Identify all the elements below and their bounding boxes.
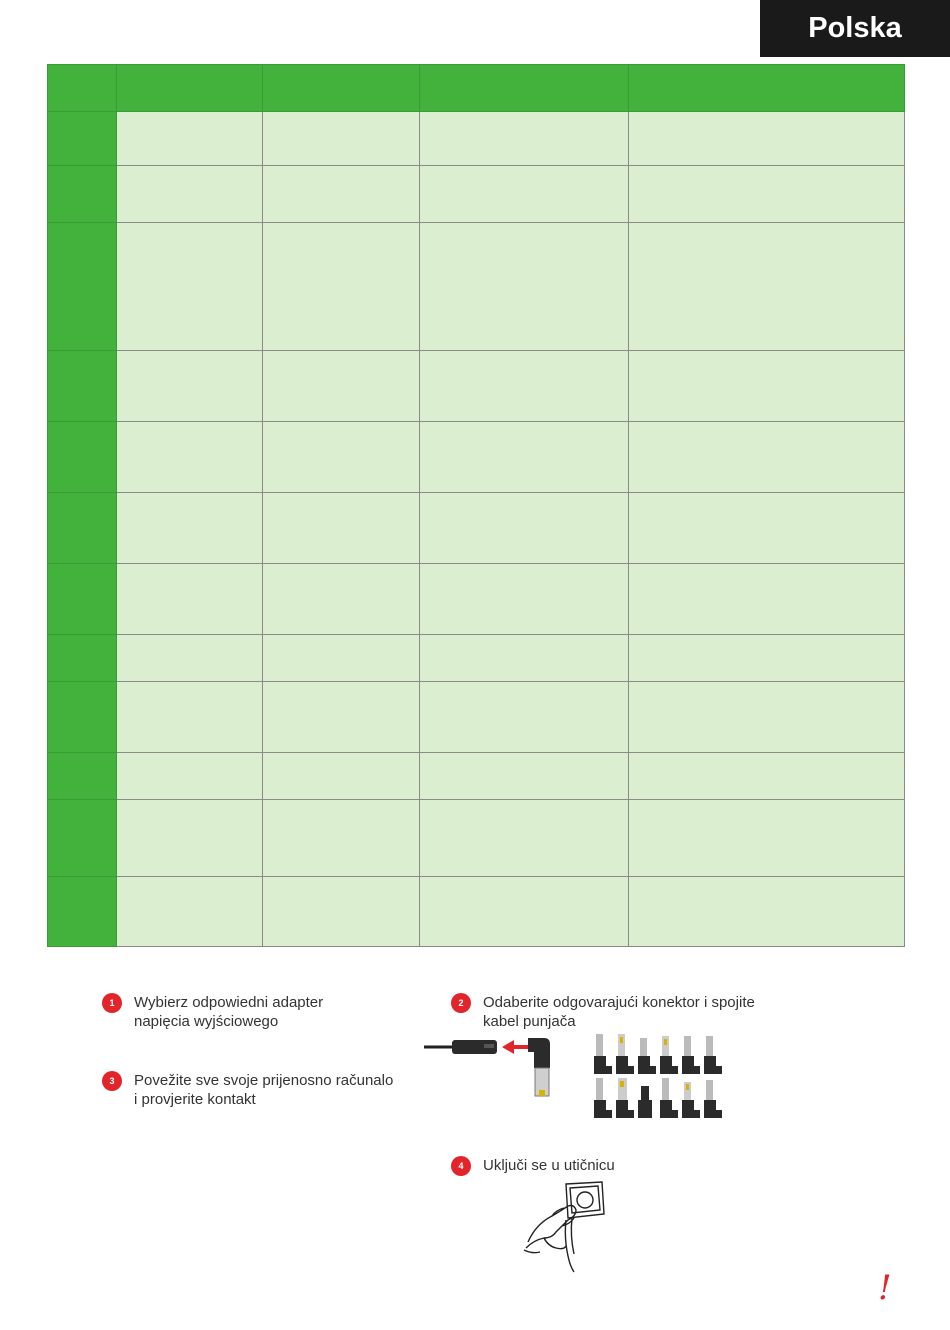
table-row (48, 753, 905, 800)
step-number-badge: 2 (451, 993, 471, 1013)
connector-tips-icon (590, 1032, 730, 1120)
table-cell (117, 223, 263, 351)
table-row (48, 223, 905, 351)
table-row (48, 635, 905, 682)
table-cell (263, 753, 420, 800)
table-cell (420, 493, 629, 564)
charger-cable-icon (424, 1030, 564, 1100)
table-cell (420, 753, 629, 800)
table-cell (117, 753, 263, 800)
table-cell (629, 635, 905, 682)
step-text: Wybierz odpowiedni adapter napięcia wyjściowego (134, 994, 324, 1030)
table-cell (420, 166, 629, 223)
table-cell (117, 800, 263, 877)
table-row (48, 800, 905, 877)
table-row (48, 564, 905, 635)
table-cell (420, 422, 629, 493)
table-cell (263, 166, 420, 223)
table-cell (629, 564, 905, 635)
table-row (48, 112, 905, 166)
header-cell (48, 65, 117, 112)
language-tab: Polska (760, 0, 950, 57)
header-cell (420, 65, 629, 112)
row-label-cell (48, 112, 117, 166)
table-cell (420, 351, 629, 422)
table-cell (420, 223, 629, 351)
row-label-cell (48, 635, 117, 682)
table-cell (117, 351, 263, 422)
row-label-cell (48, 223, 117, 351)
table-row (48, 422, 905, 493)
table-cell (629, 112, 905, 166)
table-cell (629, 422, 905, 493)
table-cell (420, 682, 629, 753)
table-row (48, 682, 905, 753)
table-cell (117, 682, 263, 753)
table-cell (629, 682, 905, 753)
table-cell (420, 877, 629, 947)
table-cell (420, 635, 629, 682)
table-cell (629, 351, 905, 422)
table-header-row (48, 65, 905, 112)
table-cell (629, 877, 905, 947)
table-cell (117, 564, 263, 635)
table-cell (629, 800, 905, 877)
step-3 (102, 1071, 393, 1109)
step-2 (451, 993, 755, 1031)
step-text: Odaberite odgovarajući konektor i spojite kabel punjača (483, 994, 755, 1030)
hand-plug-socket-icon (522, 1180, 612, 1275)
row-label-cell (48, 422, 117, 493)
table-cell (263, 635, 420, 682)
row-label-cell (48, 493, 117, 564)
table-cell (263, 682, 420, 753)
table-cell (117, 112, 263, 166)
header-cell (263, 65, 420, 112)
table-cell (263, 112, 420, 166)
step-number-badge: 3 (102, 1071, 122, 1091)
row-label-cell (48, 800, 117, 877)
row-label-cell (48, 166, 117, 223)
table-cell (629, 753, 905, 800)
table-row (48, 166, 905, 223)
table-row (48, 351, 905, 422)
step-text: Uključi se u utičnicu (483, 1157, 615, 1174)
table-row (48, 877, 905, 947)
table-cell (629, 493, 905, 564)
row-label-cell (48, 564, 117, 635)
table-cell (263, 493, 420, 564)
step-number-badge: 4 (451, 1156, 471, 1176)
step-text: Povežite sve svoje prijenosno računalo i provjerite kontakt (134, 1072, 394, 1108)
exclamation-icon: ! (878, 1268, 892, 1308)
table-cell (117, 166, 263, 223)
spec-table (47, 64, 905, 947)
table-cell (263, 877, 420, 947)
row-label-cell (48, 351, 117, 422)
table-cell (629, 223, 905, 351)
table-cell (263, 422, 420, 493)
table-cell (263, 223, 420, 351)
table-cell (420, 112, 629, 166)
row-label-cell (48, 877, 117, 947)
table-cell (117, 635, 263, 682)
step-4 (451, 1156, 615, 1176)
table-cell (117, 877, 263, 947)
table-cell (117, 493, 263, 564)
step-1 (102, 993, 323, 1031)
table-cell (629, 166, 905, 223)
table-row (48, 493, 905, 564)
header-cell (629, 65, 905, 112)
step-number-badge: 1 (102, 993, 122, 1013)
row-label-cell (48, 682, 117, 753)
table-cell (263, 800, 420, 877)
table-cell (420, 800, 629, 877)
table-cell (117, 422, 263, 493)
table-cell (420, 564, 629, 635)
row-label-cell (48, 753, 117, 800)
header-cell (117, 65, 263, 112)
table-cell (263, 351, 420, 422)
table-cell (263, 564, 420, 635)
